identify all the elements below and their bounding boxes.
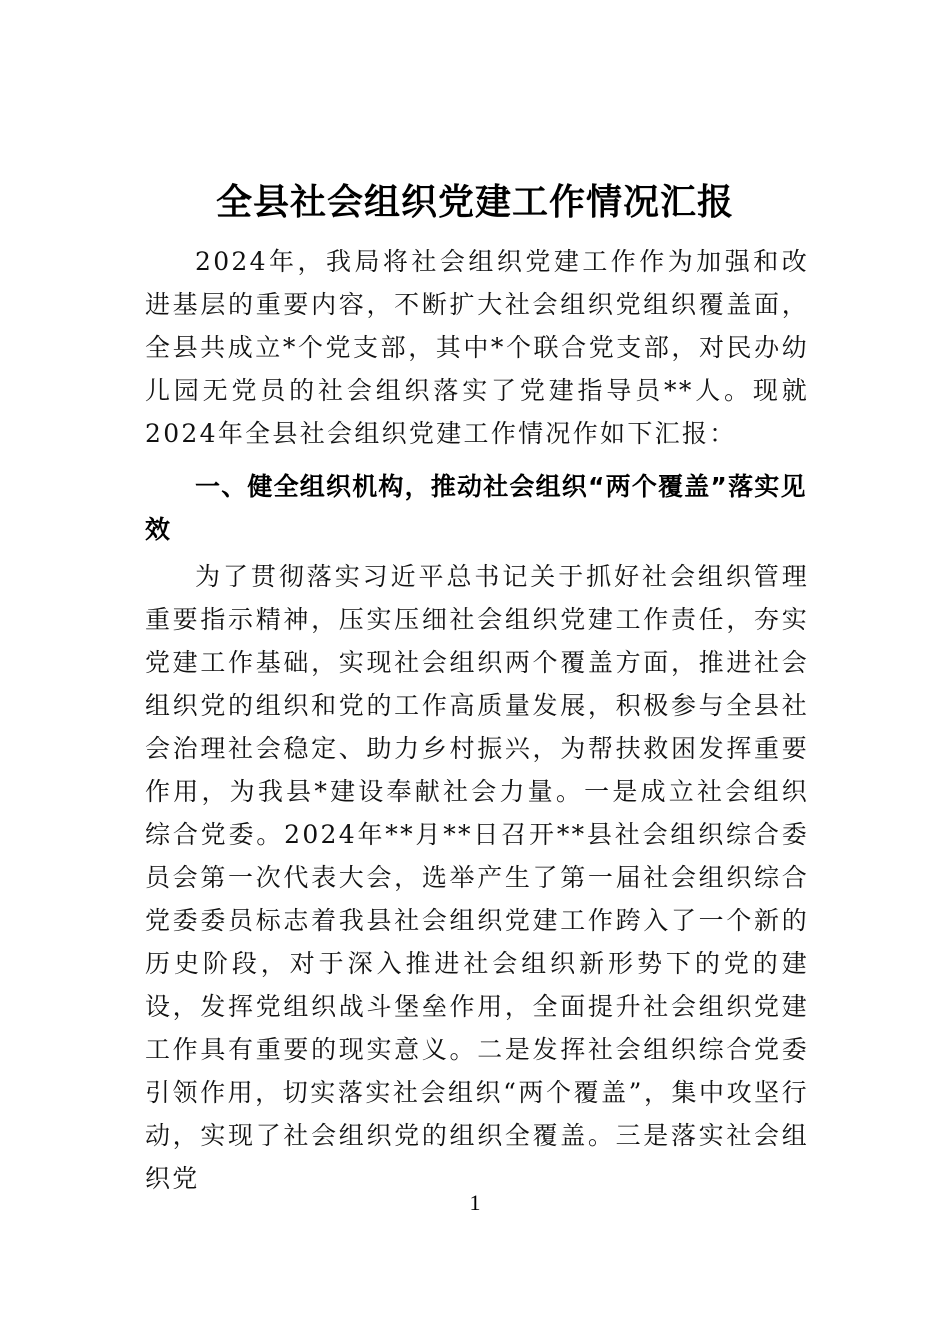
intro-paragraph: 2024年，我局将社会组织党建工作作为加强和改进基层的重要内容，不断扩大社会组织党组织覆盖面，全县共成立*个党支部，其中*个联合党支部，对民办幼儿园无党员的社会组织落实了党建指导员**人。现就2024年全县社会组织党建工作情况作如下汇报： <box>145 247 809 448</box>
page-number: 1 <box>469 1190 481 1215</box>
section-paragraph: 为了贯彻落实习近平总书记关于抓好社会组织管理重要指示精神，压实压细社会组织党建工作责任，夯实党建工作基础，实现社会组织两个覆盖方面，推进社会组织党的组织和党的工作高质量发展，积极参与全县社会治理社会稳定、助力乡村振兴，为帮扶救困发挥重要作用，为我县*建设奉献社会力量。一是成立社会组织综合党委。2024年**月**日召开**县社会组织综合委员会第一次代表大会，选举产生了第一届社会组织综合党委委员标志着我县社会组织党建工作跨入了一个新的历史阶段，对于深入推进社会组织新形势下的党的建设，发挥党组织战斗堡垒作用，全面提升社会组织党建工作具有重要的现实意义。二是发挥社会组织综合党委引领作用，切实落实社会组织“两个覆盖”，集中攻坚行动，实现了社会组织党的组织全覆盖。三是落实社会组织党 <box>145 562 809 1193</box>
section-heading: 一、健全组织机构，推动社会组织“两个覆盖”落实见效 <box>145 472 807 544</box>
document-title: 全县社会组织党建工作情况汇报 <box>215 181 734 223</box>
